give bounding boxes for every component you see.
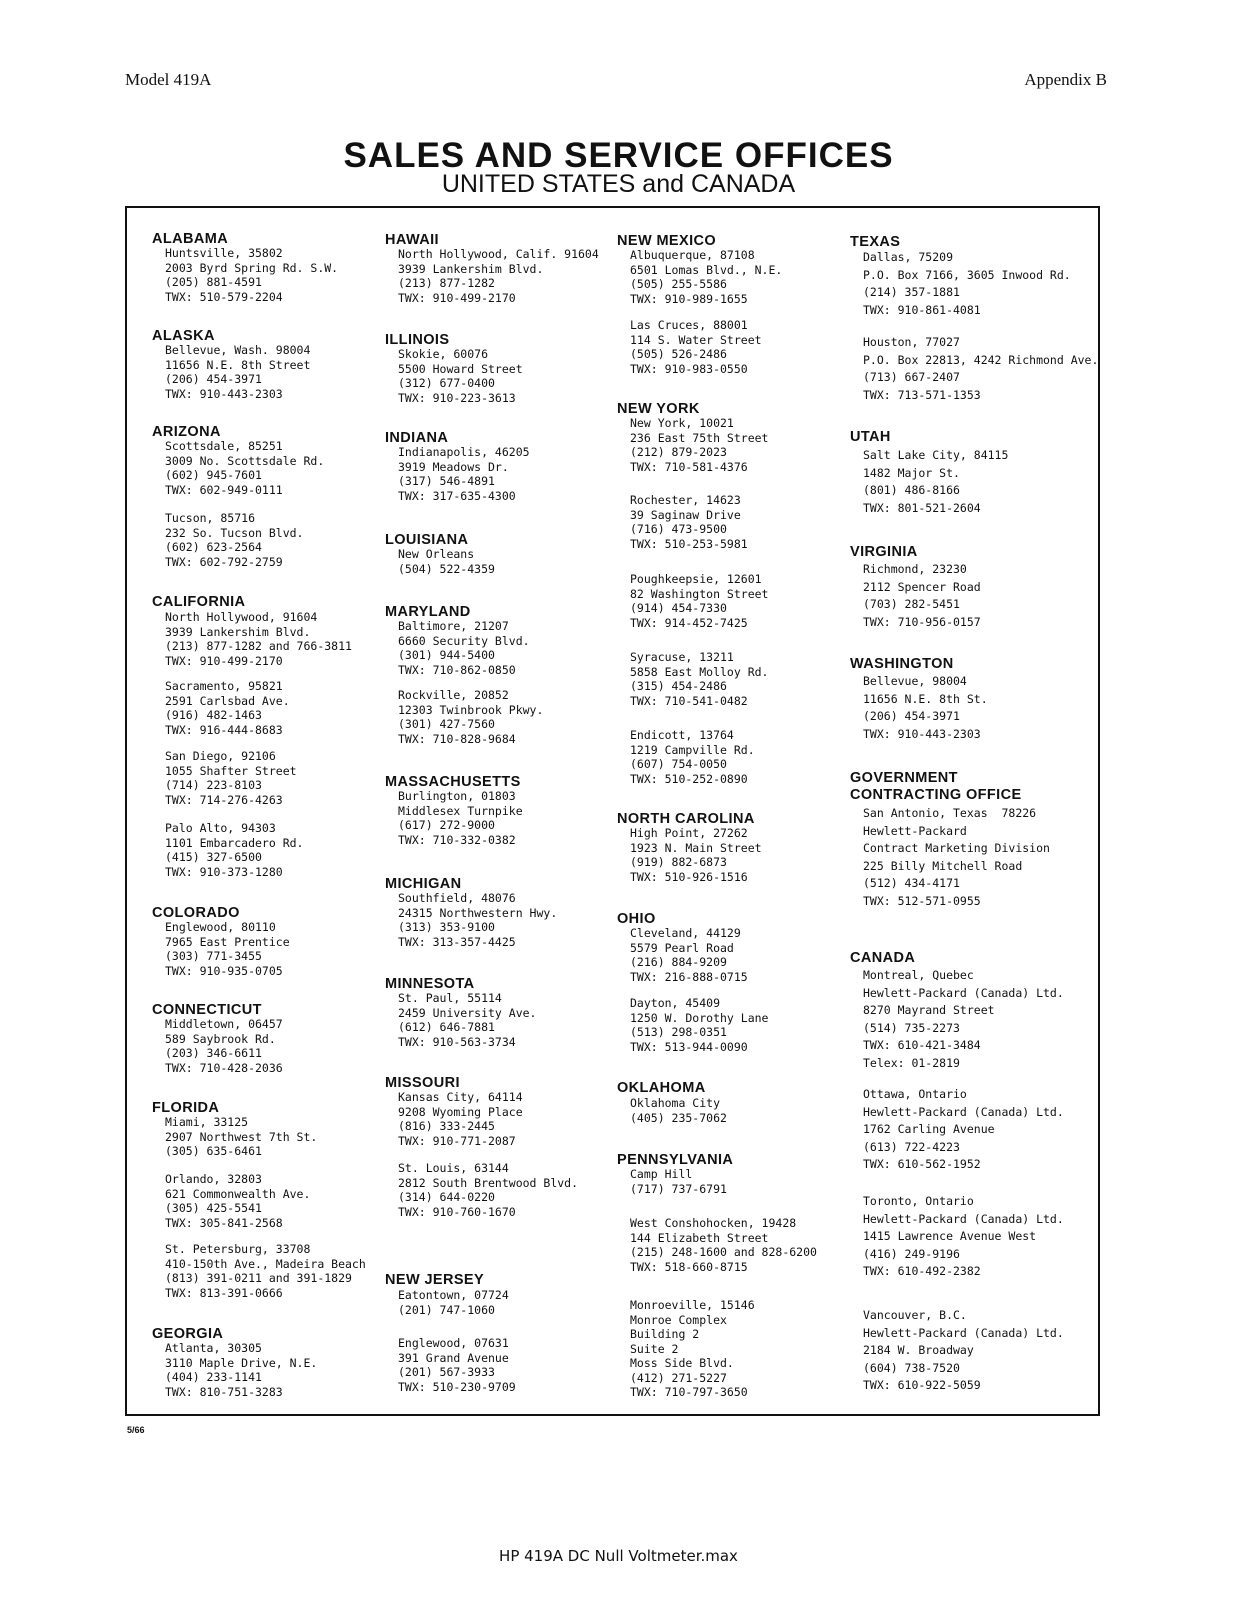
column-3 — [617, 208, 849, 1408]
office-albuquerque: Albuquerque, 87108 6501 Lomas Blvd., N.E. (505) 255-5586 TWX: 910-989-1655 — [630, 248, 783, 306]
country-canada: CANADA — [850, 950, 916, 966]
office-englewood-co: Englewood, 80110 7965 East Prentice (303) 771-3455 TWX: 910-935-0705 — [165, 920, 290, 978]
state-california: CALIFORNIA — [152, 594, 246, 610]
state-alabama: ALABAMA — [152, 231, 229, 247]
office-ottawa: Ottawa, Ontario Hewlett-Packard (Canada) Ltd. 1762 Carling Avenue (613) 722-4223 TWX: 610-562-1952 — [863, 1087, 1064, 1171]
office-hawaii-north-hollywood: North Hollywood, Calif. 91604 3939 Lankershim Blvd. (213) 877-1282 TWX: 910-499-2170 — [398, 247, 599, 305]
page-subtitle: UNITED STATES and CANADA — [441, 170, 796, 198]
state-maryland: MARYLAND — [385, 604, 471, 620]
state-oklahoma: OKLAHOMA — [617, 1080, 706, 1096]
office-rockville: Rockville, 20852 12303 Twinbrook Pkwy. (301) 427-7560 TWX: 710-828-9684 — [398, 688, 544, 746]
office-toronto: Toronto, Ontario Hewlett-Packard (Canada) Ltd. 1415 Lawrence Avenue West (416) 249-9196 TWX: 610-492-2382 — [863, 1194, 1064, 1278]
office-dallas: Dallas, 75209 P.O. Box 7166, 3605 Inwood Rd. (214) 357-1881 TWX: 910-861-4081 — [863, 250, 1071, 317]
office-san-antonio: San Antonio, Texas 78226 Hewlett-Packard Contract Marketing Division 225 Billy Mitchell Road (512) 434-4171 TWX: 512-571-0955 — [863, 806, 1050, 908]
state-virginia: VIRGINIA — [850, 544, 918, 560]
office-st-petersburg: St. Petersburg, 33708 410-150th Ave., Madeira Beach (813) 391-0211 and 391-1829 TWX: 813-391-0666 — [165, 1242, 366, 1300]
state-washington: WASHINGTON — [850, 656, 954, 672]
office-san-diego: San Diego, 92106 1055 Shafter Street (714) 223-8103 TWX: 714-276-4263 — [165, 749, 297, 807]
column-4 — [850, 208, 1099, 1408]
state-massachusetts: MASSACHUSETTS — [385, 774, 521, 790]
state-louisiana: LOUISIANA — [385, 532, 469, 548]
office-rochester: Rochester, 14623 39 Saginaw Drive (716) 473-9500 TWX: 510-253-5981 — [630, 493, 748, 551]
office-burlington: Burlington, 01803 Middlesex Turnpike (617) 272-9000 TWX: 710-332-0382 — [398, 789, 523, 847]
date-code: 5/66 — [127, 1425, 145, 1435]
government-contracting-office: GOVERNMENT CONTRACTING OFFICE — [850, 770, 1022, 803]
office-endicott: Endicott, 13764 1219 Campville Rd. (607) 754-0050 TWX: 510-252-0890 — [630, 728, 755, 786]
office-monroeville: Monroeville, 15146 Monroe Complex Building 2 Suite 2 Moss Side Blvd. (412) 271-5227 TWX: 710-797-3650 — [630, 1298, 755, 1399]
office-indianapolis: Indianapolis, 46205 3919 Meadows Dr. (317) 546-4891 TWX: 317-635-4300 — [398, 445, 530, 503]
office-camp-hill: Camp Hill (717) 737-6791 — [630, 1167, 727, 1196]
office-new-york-city: New York, 10021 236 East 75th Street (212) 879-2023 TWX: 710-581-4376 — [630, 416, 769, 474]
office-las-cruces: Las Cruces, 88001 114 S. Water Street (505) 526-2486 TWX: 910-983-0550 — [630, 318, 762, 376]
office-skokie: Skokie, 60076 5500 Howard Street (312) 677-0400 TWX: 910-223-3613 — [398, 347, 523, 405]
column-1 — [152, 208, 384, 1408]
state-new-york: NEW YORK — [617, 401, 700, 417]
column-2 — [385, 208, 617, 1408]
state-utah: UTAH — [850, 429, 891, 445]
office-west-conshohocken: West Conshohocken, 19428 144 Elizabeth Street (215) 248-1600 and 828-6200 TWX: 518-660-8715 — [630, 1216, 817, 1274]
office-miami: Miami, 33125 2907 Northwest 7th St. (305) 635-6461 — [165, 1115, 318, 1158]
office-baltimore: Baltimore, 21207 6660 Security Blvd. (301) 944-5400 TWX: 710-862-0850 — [398, 619, 530, 677]
office-bellevue: Bellevue, 98004 11656 N.E. 8th St. (206) 454-3971 TWX: 910-443-2303 — [863, 674, 988, 741]
office-tucson: Tucson, 85716 232 So. Tucson Blvd. (602) 623-2564 TWX: 602-792-2759 — [165, 511, 304, 569]
state-connecticut: CONNECTICUT — [152, 1002, 262, 1018]
page-title: SALES AND SERVICE OFFICES — [343, 136, 894, 175]
state-arizona: ARIZONA — [152, 424, 221, 440]
header-appendix: Appendix B — [1024, 70, 1107, 89]
state-new-mexico: NEW MEXICO — [617, 233, 717, 249]
office-scottsdale: Scottsdale, 85251 3009 No. Scottsdale Rd. (602) 945-7601 TWX: 602-949-0111 — [165, 439, 325, 497]
office-new-orleans: New Orleans (504) 522-4359 — [398, 547, 495, 576]
office-high-point: High Point, 27262 1923 N. Main Street (919) 882-6873 TWX: 510-926-1516 — [630, 826, 762, 884]
office-st-paul: St. Paul, 55114 2459 University Ave. (612) 646-7881 TWX: 910-563-3734 — [398, 991, 537, 1049]
office-middletown: Middletown, 06457 589 Saybrook Rd. (203) 346-6611 TWX: 710-428-2036 — [165, 1017, 283, 1075]
office-oklahoma-city: Oklahoma City (405) 235-7062 — [630, 1096, 727, 1125]
office-salt-lake-city: Salt Lake City, 84115 1482 Major St. (801) 486-8166 TWX: 801-521-2604 — [863, 448, 1009, 515]
state-new-jersey: NEW JERSEY — [385, 1272, 485, 1288]
office-richmond: Richmond, 23230 2112 Spencer Road (703) 282-5451 TWX: 710-956-0157 — [863, 562, 981, 629]
office-poughkeepsie: Poughkeepsie, 12601 82 Washington Street (914) 454-7330 TWX: 914-452-7425 — [630, 572, 769, 630]
state-missouri: MISSOURI — [385, 1075, 460, 1091]
state-pennsylvania: PENNSYLVANIA — [617, 1152, 734, 1168]
office-dayton: Dayton, 45409 1250 W. Dorothy Lane (513) 298-0351 TWX: 513-944-0090 — [630, 996, 769, 1054]
state-alaska: ALASKA — [152, 328, 215, 344]
office-bellevue-wa: Bellevue, Wash. 98004 11656 N.E. 8th Street (206) 454-3971 TWX: 910-443-2303 — [165, 343, 311, 401]
office-atlanta: Atlanta, 30305 3110 Maple Drive, N.E. (404) 233-1141 TWX: 810-751-3283 — [165, 1341, 318, 1399]
state-colorado: COLORADO — [152, 905, 240, 921]
header-model: Model 419A — [125, 70, 212, 89]
office-cleveland: Cleveland, 44129 5579 Pearl Road (216) 884-9209 TWX: 216-888-0715 — [630, 926, 748, 984]
state-indiana: INDIANA — [385, 430, 449, 446]
office-southfield: Southfield, 48076 24315 Northwestern Hwy. (313) 353-9100 TWX: 313-357-4425 — [398, 891, 558, 949]
state-illinois: ILLINOIS — [385, 332, 450, 348]
state-florida: FLORIDA — [152, 1100, 220, 1116]
office-huntsville: Huntsville, 35802 2003 Byrd Spring Rd. S.W. (205) 881-4591 TWX: 510-579-2204 — [165, 246, 339, 304]
office-kansas-city: Kansas City, 64114 9208 Wyoming Place (816) 333-2445 TWX: 910-771-2087 — [398, 1090, 523, 1148]
office-st-louis: St. Louis, 63144 2812 South Brentwood Blvd. (314) 644-0220 TWX: 910-760-1670 — [398, 1161, 579, 1219]
state-ohio: OHIO — [617, 911, 656, 927]
office-vancouver: Vancouver, B.C. Hewlett-Packard (Canada) Ltd. 2184 W. Broadway (604) 738-7520 TWX: 610-922-5059 — [863, 1308, 1064, 1392]
state-north-carolina: NORTH CAROLINA — [617, 811, 755, 827]
office-englewood-nj: Englewood, 07631 391 Grand Avenue (201) 567-3933 TWX: 510-230-9709 — [398, 1336, 516, 1394]
offices-box — [125, 206, 1100, 1416]
state-minnesota: MINNESOTA — [385, 976, 475, 992]
office-sacramento: Sacramento, 95821 2591 Carlsbad Ave. (916) 482-1463 TWX: 916-444-8683 — [165, 679, 290, 737]
office-eatontown: Eatontown, 07724 (201) 747-1060 — [398, 1288, 509, 1317]
office-montreal: Montreal, Quebec Hewlett-Packard (Canada) Ltd. 8270 Mayrand Street (514) 735-2273 TWX: 610-421-3484 Telex: 01-2819 — [863, 968, 1064, 1070]
file-name-footer: HP 419A DC Null Voltmeter.max — [499, 1547, 738, 1565]
office-north-hollywood: North Hollywood, 91604 3939 Lankershim Blvd. (213) 877-1282 and 766-3811 TWX: 910-499-2170 — [165, 610, 352, 668]
state-hawaii: HAWAII — [385, 232, 439, 248]
office-syracuse: Syracuse, 13211 5858 East Molloy Rd. (315) 454-2486 TWX: 710-541-0482 — [630, 650, 769, 708]
state-texas: TEXAS — [850, 234, 901, 250]
office-orlando: Orlando, 32803 621 Commonwealth Ave. (305) 425-5541 TWX: 305-841-2568 — [165, 1172, 311, 1230]
office-houston: Houston, 77027 P.O. Box 22813, 4242 Richmond Ave. (713) 667-2407 TWX: 713-571-1353 — [863, 335, 1099, 402]
office-palo-alto: Palo Alto, 94303 1101 Embarcadero Rd. (415) 327-6500 TWX: 910-373-1280 — [165, 821, 304, 879]
state-georgia: GEORGIA — [152, 1326, 224, 1342]
state-michigan: MICHIGAN — [385, 876, 462, 892]
